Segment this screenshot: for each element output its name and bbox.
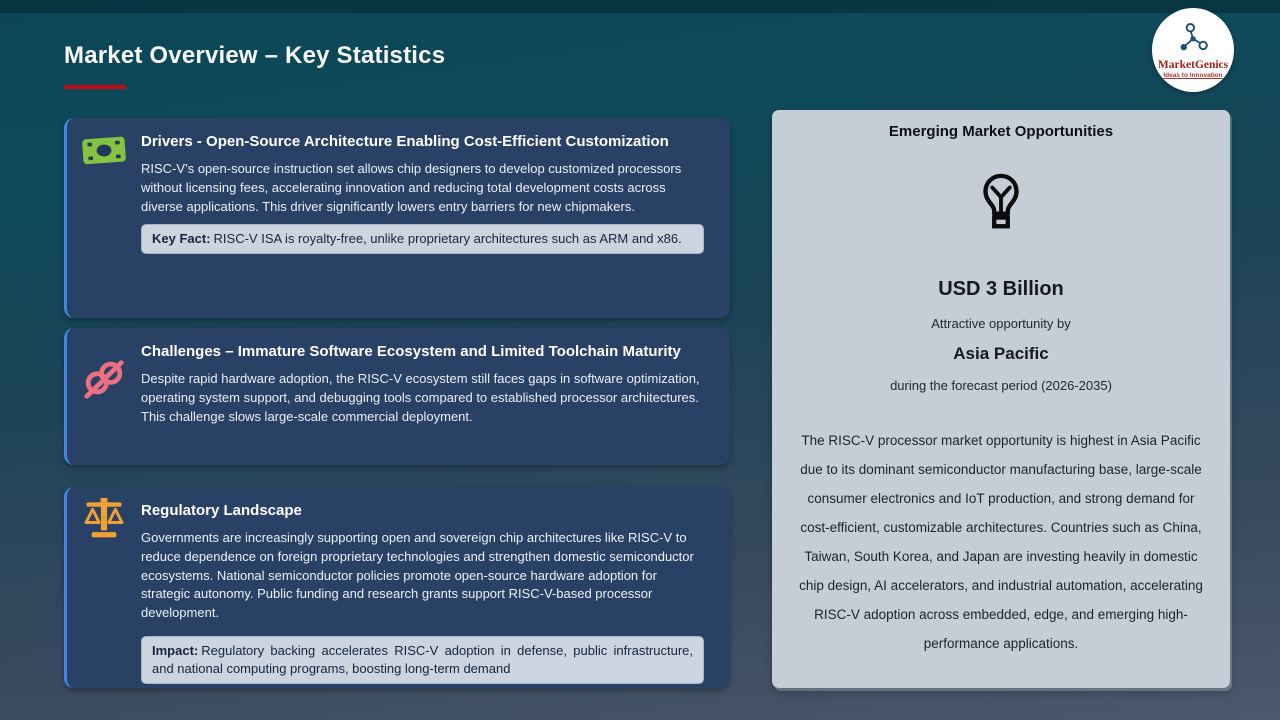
title-underline [64, 85, 126, 89]
opportunity-description: The RISC-V processor market opportunity is highest in Asia Pacific due to its dominant semiconductor manufacturing base, large-scale consumer electronics and IoT production, and strong demand for cost-efficient, customizable architectures. Countries such as China, Taiwan, South Korea, and Japan are investing heavily in domestic chip design, AI accelerators, and industrial automation, accelerating RISC-V adoption across embedded, edge, and emerging high-performance applications. [799, 433, 1203, 651]
logo-tagline: Ideas to Innovation [1163, 71, 1223, 79]
regulatory-card [64, 487, 730, 688]
opportunity-region: Asia Pacific [953, 344, 1049, 363]
top-accent-strip [0, 0, 1280, 13]
regulatory-card-body: Governments are increasingly supporting open and sovereign chip architectures like RISC-V to reduce dependence on foreign proprietary technologies and strengthen domestic semiconductor ecosystems. National semiconductor policies promote open-source hardware adoption for strategic autonomy. Public funding and research grants support RISC-V-based processor development. [141, 530, 694, 621]
impact-label: Impact: [152, 642, 199, 658]
panel-title: Emerging Market Opportunities [888, 123, 1114, 140]
lightbulb-icon [970, 168, 1032, 243]
marketgenics-logo [1152, 8, 1234, 92]
key-fact-text: RISC-V ISA is royalty-free, unlike proprietary architectures such as ARM and x86. [213, 231, 682, 247]
broken-link-icon [67, 328, 141, 465]
balance-scale-icon [67, 487, 141, 688]
regulatory-card-title: Regulatory Landscape [141, 502, 302, 519]
regulatory-card-content [141, 487, 730, 688]
drivers-card-title: Drivers - Open-Source Architecture Enabling Cost-Efficient Customization [141, 133, 669, 150]
emerging-opportunities-panel [772, 110, 1230, 688]
drivers-card-body: RISC-V’s open-source instruction set allows chip designers to develop customized processors without licensing fees, accelerating innovation and reducing total development costs across diverse applications. This driver significantly lowers entry barriers for new chipmakers. [141, 161, 682, 214]
impact-callout [141, 636, 704, 684]
challenges-card-title: Challenges – Immature Software Ecosystem and Limited Toolchain Maturity [141, 343, 681, 360]
opportunity-period: during the forecast period (2026-2035) [890, 378, 1112, 393]
opportunity-value: USD 3 Billion [938, 278, 1064, 300]
molecule-icon [1177, 22, 1209, 57]
challenges-card [64, 328, 730, 465]
key-statistics-cards [64, 118, 730, 688]
drivers-card-content [141, 118, 730, 318]
challenges-card-content [141, 328, 730, 465]
impact-text: Regulatory backing accelerates RISC-V adoption in defense, public infrastructure, and national computing programs, boosting long-term demand [152, 642, 693, 676]
page-title: Market Overview – Key Statistics [64, 42, 446, 69]
money-icon [67, 118, 141, 318]
key-fact-label: Key Fact: [152, 231, 211, 247]
challenges-card-body: Despite rapid hardware adoption, the RISC-V ecosystem still faces gaps in software optimization, operating system support, and debugging tools compared to established processor architectures. This challenge slows large-scale commercial deployment. [141, 371, 700, 424]
drivers-card [64, 118, 730, 318]
key-fact-callout [141, 224, 704, 254]
opportunity-subtitle: Attractive opportunity by [931, 316, 1071, 331]
logo-name: MarketGenics [1157, 58, 1229, 71]
